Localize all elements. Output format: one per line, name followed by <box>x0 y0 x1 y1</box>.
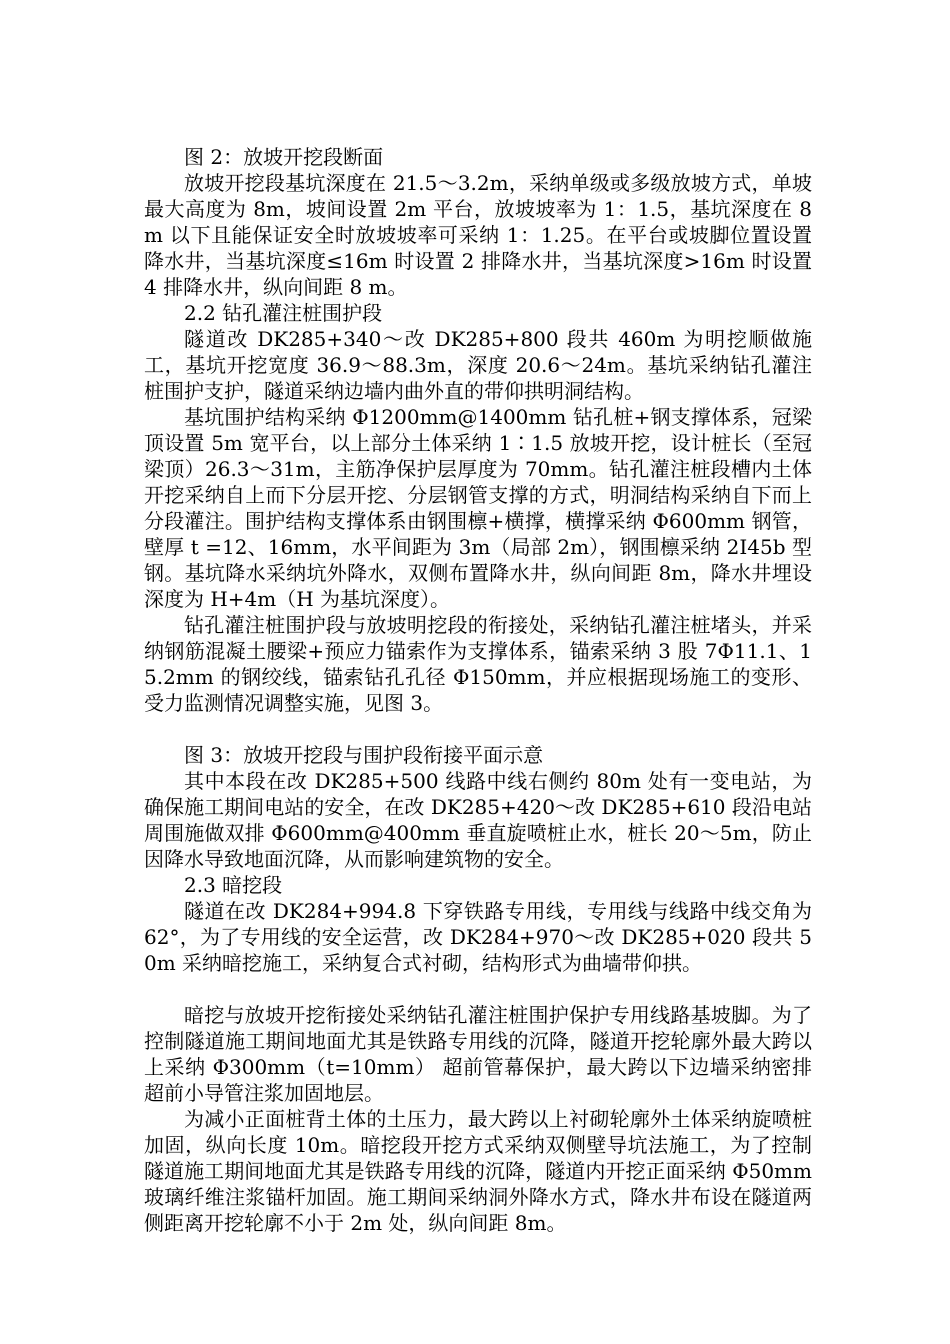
paragraph-gap <box>144 976 812 1002</box>
paragraph-slope-excavation: 放坡开挖段基坑深度在 21.5～3.2m，采纳单级或多级放坡方式，单坡最大高度为 8m，坡间设置 2m 平台，放坡坡率为 1：1.5，基坑深度在 8m 以下且能保证安全时放坡坡率可采纳 1：1.25。在平台或坡脚位置设置降水井，当基坑深度≤16m 时设置 2 排降水井，当基坑深度>16m 时设置 4 排降水井，纵向间距 8 m。 <box>144 171 812 299</box>
section-heading-2-3: 2.3 暗挖段 <box>184 873 283 897</box>
section-heading-2-2: 2.2 钻孔灌注桩围护段 <box>184 301 383 325</box>
figure-3-gap <box>144 716 812 742</box>
paragraph-substation: 其中本段在改 DK285+500 线路中线右侧约 80m 处有一变电站，为确保施工期间电站的安全，在改 DK285+420～改 DK285+610 段沿电站周围施做双排 Φ600mm@400mm 垂直旋喷桩止水，桩长 20～5m，防止因降水导致地面沉降，从而影响建筑物的安全。 <box>144 769 812 871</box>
document-body <box>144 144 812 1236</box>
paragraph-retaining-structure: 基坑围护结构采纳 Φ1200mm@1400mm 钻孔桩+钢支撑体系，冠梁顶设置 5m 宽平台，以上部分土体采纳 1∶1.5 放坡开挖，设计桩长（至冠梁顶）26.3～31m，主筋净保护层厚度为 70mm。钻孔灌注桩段槽内土体开挖采纳自上而下分层开挖、分层钢管支撑的方式，明洞结构采纳自下而上分段灌注。围护结构支撑体系由钢围檩+横撑，横撑采纳 Φ600mm 钢管，壁厚 t =12、16mm，水平间距为 3m（局部 2m），钢围檩采纳 2I45b 型钢。基坑降水采纳坑外降水，双侧布置降水井，纵向间距 8m，降水井埋设深度为 H+4m（H 为基坑深度）。 <box>144 405 812 611</box>
paragraph-junction-anchors: 钻孔灌注桩围护段与放坡明挖段的衔接处，采纳钻孔灌注桩堵头，并采纳钢筋混凝土腰梁+预应力锚索作为支撑体系，锚索采纳 3 股 7Φ11.1、15.2mm 的钢绞线，锚索钻孔孔径 Φ150mm，并应根据现场施工的变形、受力监测情况调整实施，见图 3。 <box>144 613 812 715</box>
paragraph-mined-junction: 暗挖与放坡开挖衔接处采纳钻孔灌注桩围护保护专用线路基坡脚。为了控制隧道施工期间地面尤其是铁路专用线的沉降，隧道开挖轮廓外最大跨以上采纳 Φ300mm（t=10mm） 超前管幕保护，最大跨以下边墙采纳密排超前小导管注浆加固地层。 <box>144 1003 812 1105</box>
paragraph-bored-pile-overview: 隧道改 DK285+340～改 DK285+800 段共 460m 为明挖顺做施工，基坑开挖宽度 36.9～88.3m，深度 20.6～24m。基坑采纳钻孔灌注桩围护支护，隧道采纳边墙内曲外直的带仰拱明洞结构。 <box>144 327 812 403</box>
figure-3-caption: 图 3：放坡开挖段与围护段衔接平面示意 <box>184 743 544 767</box>
paragraph-face-reinforcement: 为减小正面桩背土体的土压力，最大跨以上衬砌轮廓外土体采纳旋喷桩加固，纵向长度 10m。暗挖段开挖方式采纳双侧壁导坑法施工，为了控制隧道施工期间地面尤其是铁路专用线的沉降，隧道内开挖正面采纳 Φ50mm 玻璃纤维注浆锚杆加固。施工期间采纳洞外降水方式，降水井布设在隧道两侧距离开挖轮廓不小于 2m 处，纵向间距 8m。 <box>144 1107 812 1235</box>
figure-2-caption: 图 2：放坡开挖段断面 <box>184 145 384 169</box>
paragraph-mined-section: 隧道在改 DK284+994.8 下穿铁路专用线，专用线与线路中线交角为 62°，为了专用线的安全运营，改 DK284+970～改 DK285+020 段共 50m 采纳暗挖施工，采纳复合式衬砌，结构形式为曲墙带仰拱。 <box>144 899 812 975</box>
